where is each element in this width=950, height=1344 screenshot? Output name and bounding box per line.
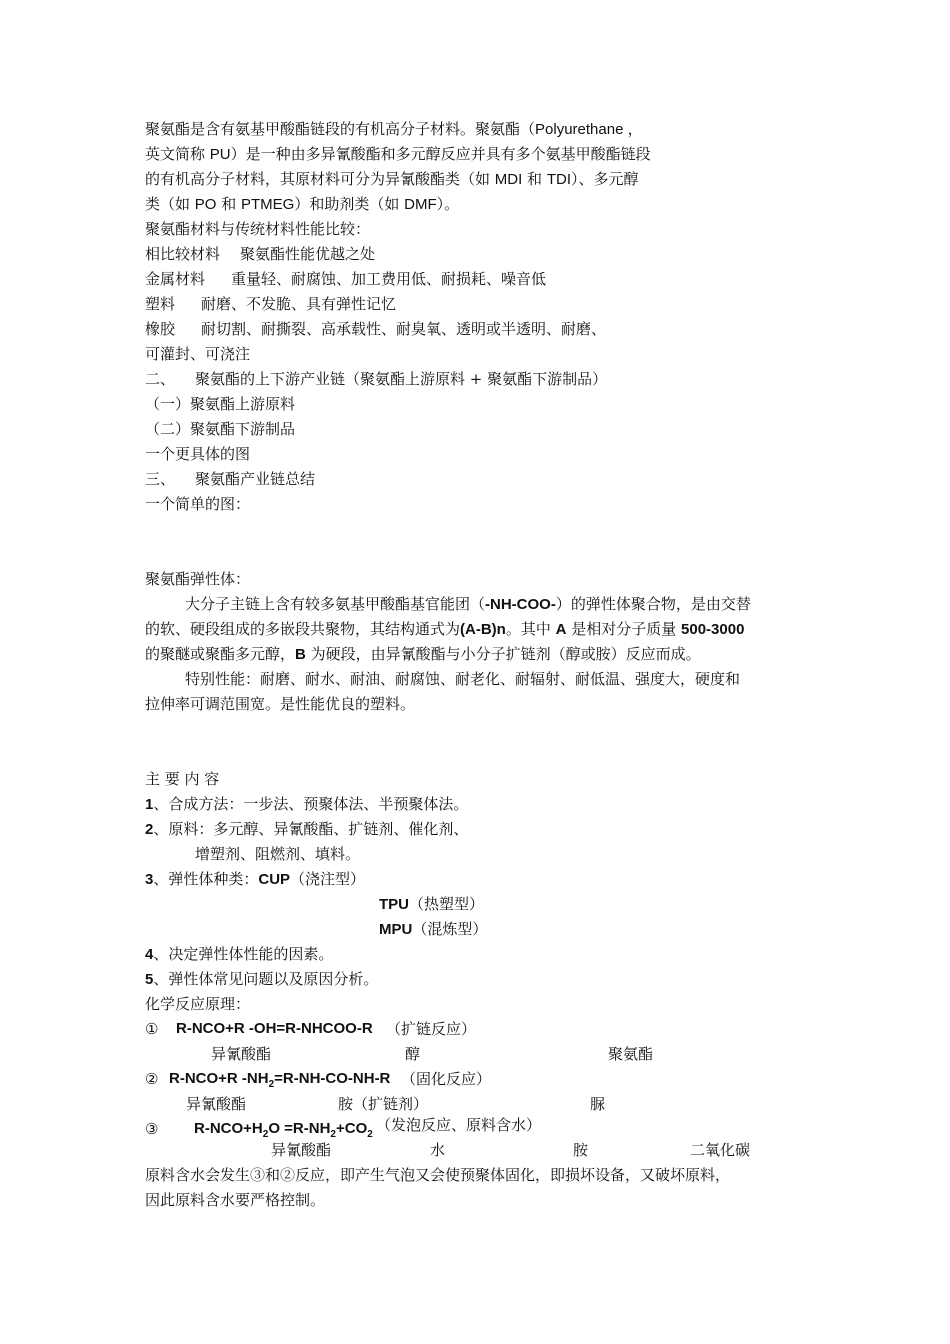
equation-subscript: 2 <box>268 1079 275 1090</box>
reaction-2-note: （固化反应） <box>401 1070 492 1088</box>
intro-text: MDI <box>494 171 523 188</box>
para-text: 。其中 <box>505 620 556 638</box>
equation-part: +CO <box>335 1120 368 1137</box>
section-number: 二、 <box>145 370 176 388</box>
compare-header-col2: 聚氨酯性能优越之处 <box>240 245 376 263</box>
type-text: （热塑型） <box>409 895 485 913</box>
reaction-label: 脲 <box>590 1095 606 1113</box>
contents-item <box>145 869 365 890</box>
compare-row <box>145 319 606 339</box>
elastomer-para-line <box>185 594 751 615</box>
para-text: 为硬段，由异氰酸酯与小分子扩链剂（醇或胺）反应而成。 <box>305 645 701 663</box>
para-text: 的软、硬段组成的多嵌段共聚物，其结构通式为 <box>145 620 461 638</box>
reaction-label: 胺 <box>573 1141 589 1159</box>
elastomer-para-line: 特别性能：耐磨、耐水、耐油、耐腐蚀、耐老化、耐辐射、耐低温、强度大，硬度和 <box>185 670 741 688</box>
intro-text: 聚氨酯是含有氨基甲酸酯链段的有机高分子材料。聚氨酯（ <box>145 120 536 138</box>
figure-caption-2: 一个简单的图： <box>145 495 251 513</box>
para-text: 的聚醚或聚酯多元醇， <box>145 645 296 663</box>
reaction-2-equation <box>169 1069 390 1089</box>
contents-item <box>145 794 468 815</box>
contents-title: 主 要 内 容 <box>145 770 220 788</box>
section-title: 聚氨酯产业链总结 <box>195 470 316 488</box>
contents-item-cont: 增塑剂、阻燃剂、填料。 <box>195 845 361 863</box>
item-text: 、弹性体常见问题以及原因分析。 <box>153 970 379 988</box>
type-code: TPU <box>379 896 409 913</box>
compare-header-col1: 相比较材料 <box>145 245 221 263</box>
equation-part: =R-NH-CO-NH-R <box>274 1070 391 1087</box>
item-text: CUP <box>258 871 291 888</box>
intro-text: ）。 <box>436 195 460 213</box>
compare-material: 塑料 <box>145 295 176 313</box>
contents-item <box>145 819 468 840</box>
item-number: 4 <box>145 946 154 963</box>
item-text: 、合成方法：一步法、预聚体法、半预聚体法。 <box>153 795 469 813</box>
compare-advantage: 重量轻、耐腐蚀、加工费用低、耐损耗、噪音低 <box>231 270 547 288</box>
equation-part: R-NCO+H <box>194 1120 263 1137</box>
item-text: 、原料：多元醇、异氰酸酯、扩链剂、催化剂、 <box>153 820 469 838</box>
reaction-1-mark: ① <box>145 1020 159 1038</box>
reaction-label: 聚氨酯 <box>608 1045 654 1063</box>
reaction-label: 二氧化碳 <box>690 1141 751 1159</box>
equation-part: O =R-NH <box>268 1120 331 1137</box>
reaction-label: 胺（扩链剂） <box>338 1095 429 1113</box>
intro-line-4 <box>145 194 459 215</box>
compare-row <box>145 269 546 289</box>
elastomer-para-line <box>145 619 744 640</box>
intro-text: DMF <box>404 196 437 213</box>
compare-material: 橡胶 <box>145 320 176 338</box>
item-number: 3 <box>145 871 154 888</box>
intro-line-3 <box>145 169 639 190</box>
section-3-heading <box>145 469 315 489</box>
figure-caption-1: 一个更具体的图 <box>145 445 251 463</box>
item-number: 1 <box>145 796 154 813</box>
reaction-1-equation: R-NCO+R -OH=R-NHCOO-R <box>176 1020 373 1037</box>
elastomer-para-line: 拉伸率可调范围宽。是性能优良的塑料。 <box>145 695 416 713</box>
reaction-label: 异氰酸酯 <box>186 1095 247 1113</box>
compare-row <box>145 294 396 314</box>
intro-text: 的有机高分子材料，其原材料可分为异氰酸酯类（如 <box>145 170 495 188</box>
intro-text: 类（如 <box>145 195 195 213</box>
intro-text: ）是一种由多异氰酸酯和多元醇反应并具有多个氨基甲酸酯链段 <box>230 145 651 163</box>
intro-text: PU <box>209 146 231 163</box>
contents-type <box>379 919 487 940</box>
section-title: 聚氨酯的上下游产业链（聚氨酯上游原料 + 聚氨酯下游制品） <box>195 370 608 388</box>
type-text: （混炼型） <box>412 920 488 938</box>
intro-text: TDI <box>546 171 571 188</box>
item-text: （浇注型） <box>290 870 366 888</box>
equation-subscript: 2 <box>330 1129 336 1140</box>
reaction-3-mark: ③ <box>145 1120 159 1138</box>
item-text: 、决定弹性体性能的因素。 <box>153 945 334 963</box>
compare-material: 金属材料 <box>145 270 206 288</box>
conclusion-line: 因此原料含水要严格控制。 <box>145 1191 326 1209</box>
conclusion-line: 原料含水会发生③和②反应，即产生气泡又会使预聚体固化，即损坏设备，又破坏原料， <box>145 1166 731 1184</box>
para-text: 是相对分子质量 <box>566 620 682 638</box>
reaction-2-mark: ② <box>145 1070 159 1088</box>
para-text: B <box>295 646 306 663</box>
para-text: ）的弹性体聚合物，是由交替 <box>555 595 751 613</box>
reaction-3-note: （发泡反应、原料含水） <box>376 1116 542 1134</box>
intro-text: PTMEG <box>241 196 295 213</box>
item-number: 2 <box>145 821 154 838</box>
equation-subscript: 2 <box>367 1129 373 1140</box>
type-code: MPU <box>379 921 413 938</box>
intro-text: ）和助剂类（如 <box>294 195 405 213</box>
item-text: 、弹性体种类： <box>153 870 259 888</box>
intro-text: Polyurethane ， <box>535 121 643 138</box>
reaction-3-equation <box>194 1119 373 1139</box>
reaction-label: 异氰酸酯 <box>271 1141 332 1159</box>
elastomer-para-line <box>145 644 701 665</box>
intro-line-2 <box>145 144 651 165</box>
intro-text: 英文简称 <box>145 145 210 163</box>
intro-line-1 <box>145 119 643 140</box>
compare-continuation: 可灌封、可浇注 <box>145 345 251 363</box>
compare-header <box>145 244 375 264</box>
equation-subscript: 2 <box>262 1129 269 1140</box>
reaction-label: 醇 <box>405 1045 421 1063</box>
para-text: 500-3000 <box>681 621 745 638</box>
intro-text: ）、多元醇 <box>571 170 639 188</box>
para-text: A <box>555 621 567 638</box>
compare-advantage: 耐切割、耐撕裂、高承载性、耐臭氧、透明或半透明、耐磨、 <box>201 320 607 338</box>
elastomer-title: 聚氨酯弹性体： <box>145 570 251 588</box>
equation-part: R-NCO+R -NH <box>169 1070 269 1087</box>
section-number: 三、 <box>145 470 176 488</box>
para-text: 大分子主链上含有较多氨基甲酸酯基官能团（ <box>185 595 486 613</box>
intro-text: 和 <box>216 195 242 213</box>
reaction-1-note: （扩链反应） <box>386 1020 477 1038</box>
contents-item <box>145 944 333 965</box>
subsection-1: （一）聚氨酯上游原料 <box>145 395 296 413</box>
contents-type <box>379 894 484 915</box>
reaction-label: 异氰酸酯 <box>211 1045 272 1063</box>
item-number: 5 <box>145 971 154 988</box>
para-text: (A-B)n <box>460 621 506 638</box>
para-text: -NH-COO- <box>485 596 556 613</box>
reaction-label: 水 <box>430 1141 446 1159</box>
compare-title: 聚氨酯材料与传统材料性能比较： <box>145 220 371 238</box>
contents-item <box>145 969 378 990</box>
intro-text: PO <box>194 196 217 213</box>
subsection-2: （二）聚氨酯下游制品 <box>145 420 296 438</box>
compare-advantage: 耐磨、不发脆、具有弹性记忆 <box>201 295 397 313</box>
intro-text: 和 <box>522 170 547 188</box>
section-2-heading <box>145 369 607 389</box>
reactions-title: 化学反应原理： <box>145 995 251 1013</box>
